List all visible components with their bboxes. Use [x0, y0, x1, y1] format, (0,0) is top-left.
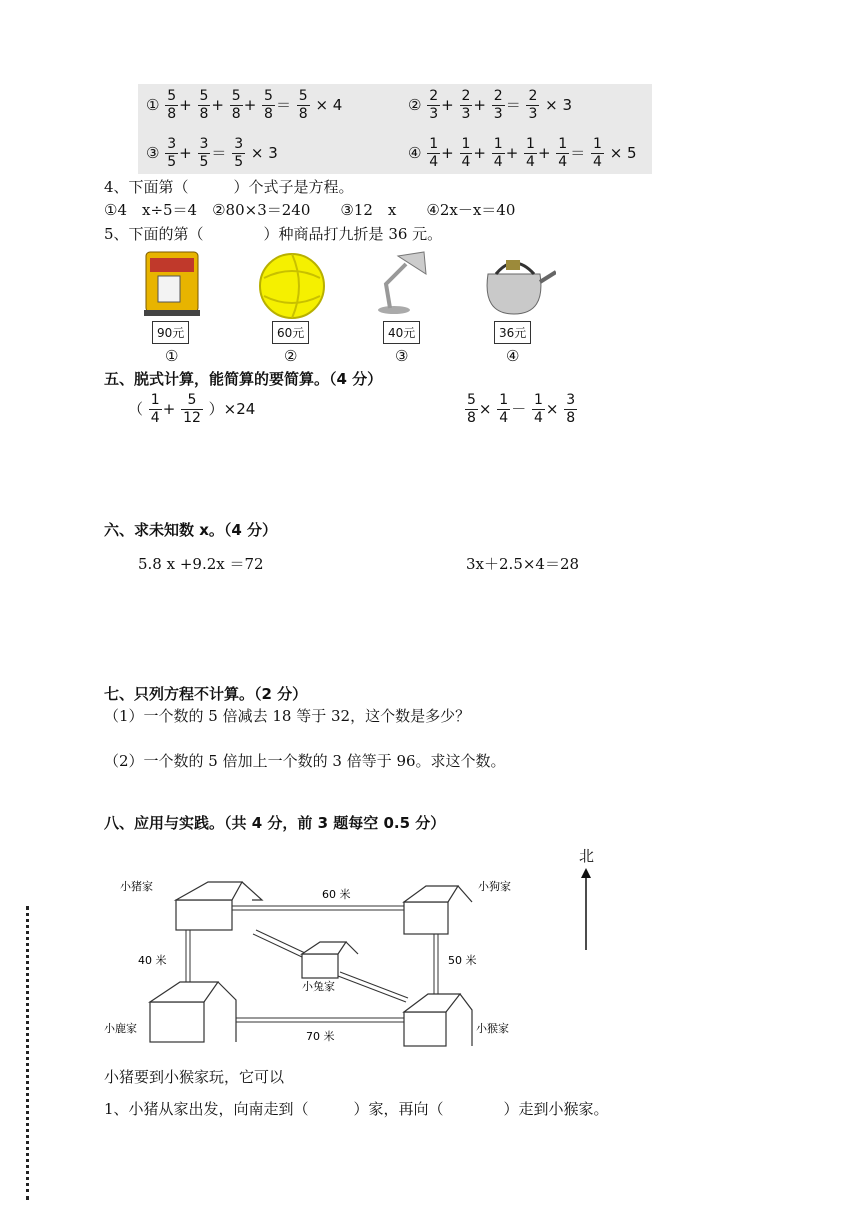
map-distance-right: 50 米	[448, 954, 477, 967]
item-num-1: ①	[165, 347, 179, 365]
kettle-icon	[487, 260, 556, 314]
north-label: 北	[579, 847, 595, 865]
section-7-title: 七、只列方程不计算。（2 分）	[104, 685, 308, 703]
map-label-pig: 小猪家	[120, 880, 153, 893]
q4-choices: ①4 x÷5＝4 ②80×3＝240 ③12 x ④2x－x＝40	[104, 201, 516, 219]
q5-prompt: 5、下面的第（ ）种商品打九折是 36 元。	[104, 225, 443, 243]
section-6-title: 六、求未知数 x。（4 分）	[104, 521, 278, 539]
coffee-maker-icon	[144, 252, 200, 316]
map-distance-bottom: 70 米	[306, 1030, 335, 1043]
price-tag-2: 60元	[272, 321, 309, 344]
binding-dotted-line	[26, 906, 29, 1200]
section-7-q1: （1）一个数的 5 倍减去 18 等于 32，这个数是多少？	[104, 707, 471, 725]
map-label-deer: 小鹿家	[104, 1022, 137, 1035]
section-5-title: 五、脱式计算，能简算的要简算。（4 分）	[104, 370, 383, 388]
section-8-intro: 小猪要到小猴家玩，它可以	[104, 1068, 285, 1086]
section-8-title: 八、应用与实践。（共 4 分，前 3 题每空 0.5 分）	[104, 814, 446, 832]
q3-option-3: ③ $\frac{3}{5}$ + $\frac{3}{5}$ ＝ $\frac{3}{5}$ × 3	[146, 136, 278, 170]
map-label-monkey: 小猴家	[476, 1022, 509, 1035]
map-label-rabbit: 小兔家	[302, 980, 335, 993]
section-6-eq-2: 3x＋2.5×4＝28	[466, 555, 580, 573]
ball-icon	[260, 254, 324, 318]
price-tag-3: 40元	[383, 321, 420, 344]
q4-prompt: 4、下面第（ ）个式子是方程。	[104, 178, 354, 196]
q5-products	[136, 244, 556, 370]
section-8-q1: 1、小猪从家出发，向南走到（ ）家，再向（ ）走到小猴家。	[104, 1100, 609, 1118]
desk-lamp-icon	[378, 252, 426, 314]
q3-option-1: ① $\frac{5}{8}$ + $\frac{5}{8}$ + $\frac{5}{8}$ + $\frac{5}{8}$ ＝ $\frac{5}{8}$ × 4	[146, 88, 343, 122]
map-label-dog: 小狗家	[478, 880, 511, 893]
item-num-3: ③	[395, 347, 409, 365]
map-distance-top: 60 米	[322, 888, 351, 901]
section-7-q2: （2）一个数的 5 倍加上一个数的 3 倍等于 96。求这个数。	[104, 752, 506, 770]
section-5-expr-2: $\frac{5}{8}$ × $\frac{1}{4}$ － $\frac{1}{4}$ × $\frac{3}{8}$	[467, 392, 576, 426]
neighborhood-map	[100, 866, 530, 1056]
q3-option-2: ② $\frac{2}{3}$ + $\frac{2}{3}$ + $\frac{2}{3}$ ＝ $\frac{2}{3}$ × 3	[408, 88, 573, 122]
section-5-expr-1: （ $\frac{1}{4}$ + $\frac{5}{12}$ ）×24	[128, 392, 256, 426]
price-tag-1: 90元	[152, 321, 189, 344]
q3-option-4: ④ $\frac{1}{4}$ + $\frac{1}{4}$ + $\frac{1}{4}$ + $\frac{1}{4}$ + $\frac{1}{4}$ ＝ $\frac{1}{4}$ × 5	[408, 136, 637, 170]
north-arrow-icon	[576, 868, 596, 952]
item-num-4: ④	[506, 347, 520, 365]
price-tag-4: 36元	[494, 321, 531, 344]
map-distance-left: 40 米	[138, 954, 167, 967]
section-6-eq-1: 5.8 x +9.2x ＝72	[138, 555, 264, 573]
item-num-2: ②	[284, 347, 298, 365]
